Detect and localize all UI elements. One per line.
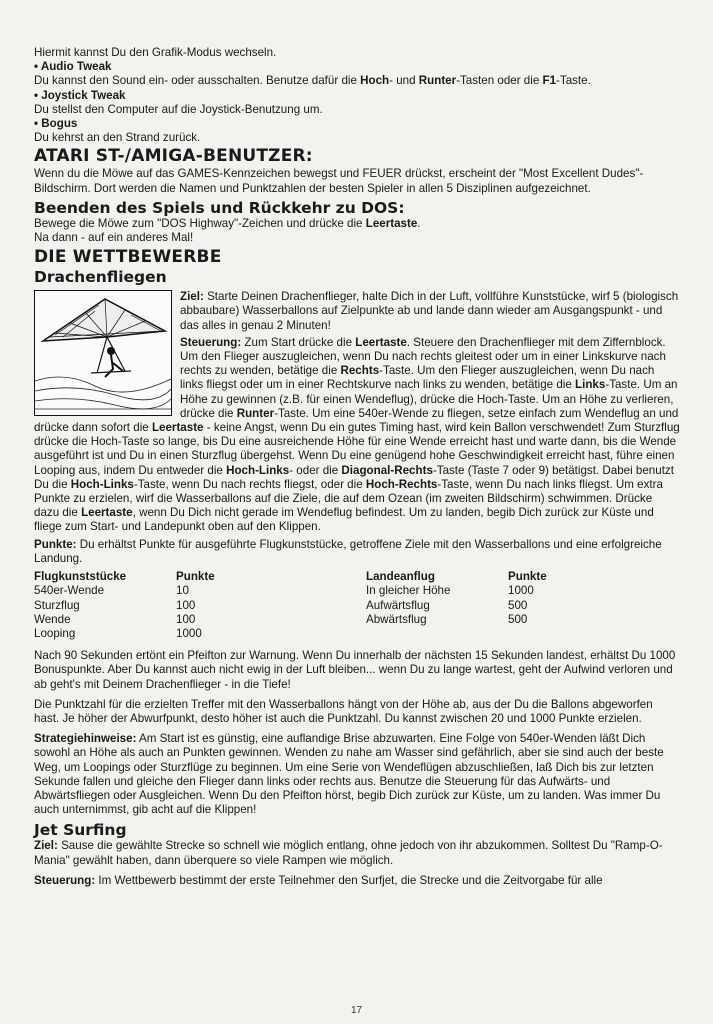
text-span: Im Wettbewerb bestimmt der erste Teilnehmer den Surfjet, die Strecke und die Zeitvorgabe für alle bbox=[95, 873, 603, 887]
atari-heading: ATARI ST-/AMIGA-BENUTZER: bbox=[34, 146, 313, 167]
text-span: Bewege die Möwe zum "DOS Highway"-Zeichen und drücke die bbox=[34, 216, 366, 230]
table2-points bbox=[508, 570, 547, 641]
jet-ziel bbox=[34, 839, 680, 867]
key-rechts: Rechts bbox=[340, 364, 380, 378]
key-leertaste: Leertaste bbox=[365, 216, 418, 230]
key-links: Links bbox=[575, 378, 606, 392]
key-hoch: Hoch bbox=[360, 74, 390, 88]
text-span: Du erhältst Punkte für ausgeführte Flugkunststücke, getroffene Ziele mit den Wasserballons und eine erfolgreiche Landung. bbox=[34, 537, 662, 565]
hang-glider-icon bbox=[35, 291, 171, 415]
text-span: -Taste, wenn Du nach links fliegst. Um extra Punkte zu erzielen, wirf die Wasserballons auf die Ziele, die auf dem Ozean (im zweiten Bildschirm) schwimmen. Drücke dazu die bbox=[34, 477, 663, 520]
text-span: , wenn Du Dich nicht gerade im Wendeflug befindest. Um zu landen, begib Dich zurück zur Küste und fliege zum Start- und Landepunkt oben auf den Klippen. bbox=[34, 506, 654, 534]
label-ziel: Ziel: bbox=[180, 290, 204, 304]
text-span: -Tasten oder die bbox=[456, 74, 543, 88]
text-span: - oder die bbox=[289, 463, 342, 477]
jet-steuerung bbox=[34, 874, 680, 888]
warning-paragraph: Nach 90 Sekunden ertönt ein Pfeifton zur Warnung. Wenn Du innerhalb der nächsten 15 Sekunden landest, erhältst Du 1000 Bonuspunkte. Aber Du kannst auch nicht ewig in der Luft bleiben... wenn Du zu lange wartest, geht der Aufwind verloren und ab geht's mit Deinem Drachenflieger - in die Tiefe! bbox=[34, 649, 676, 691]
table-cell: 1000 bbox=[508, 584, 534, 598]
score-paragraph: Die Punktzahl für die erzielten Treffer mit den Wasserballons hängt von der Höhe ab, aus der Du die Ballons abgeworfen hast. Je höher der Abwurfpunkt, desto höher ist auch die Punktzahl. Du kannst zwischen 20 und 1000 Punkte erzielen. bbox=[34, 697, 653, 725]
table2-header-name: Landeanflug bbox=[366, 570, 435, 584]
document-body bbox=[34, 46, 680, 888]
table-cell: Sturzflug bbox=[34, 598, 80, 612]
table-cell: 1000 bbox=[176, 626, 202, 640]
table-cell: 100 bbox=[176, 612, 196, 626]
text-span: -Taste (Taste 7 oder 9) betätigst. Dabei benutzt Du die bbox=[34, 463, 674, 491]
table-cell: 500 bbox=[508, 612, 528, 626]
key-f1: F1 bbox=[542, 74, 557, 88]
drachenfliegen-heading: Drachenfliegen bbox=[34, 268, 167, 287]
table-cell: 10 bbox=[176, 584, 189, 598]
label-steuerung: Steuerung: bbox=[180, 335, 242, 349]
table-cell: 540er-Wende bbox=[34, 584, 105, 598]
joystick-tweak-text: Du stellst den Computer auf die Joystick-Benutzung um. bbox=[34, 102, 323, 116]
key-leertaste: Leertaste bbox=[355, 335, 407, 349]
table1-points bbox=[176, 570, 366, 641]
intro-line: Hiermit kannst Du den Grafik-Modus wechseln. bbox=[34, 46, 277, 59]
hang-glider-illustration bbox=[34, 290, 172, 416]
key-leertaste: Leertaste bbox=[81, 506, 133, 520]
text-span: -Taste. Um eine 540er-Wende zu fliegen, setze einfach zum Wendeflug an und drücke dann sofort die bbox=[34, 406, 679, 435]
text-span: Zum Start drücke die bbox=[241, 335, 356, 349]
text-span: Du kannst den Sound ein- oder ausschalten. Benutze dafür die bbox=[34, 74, 361, 88]
table1-header-name: Flugkunststücke bbox=[34, 570, 127, 584]
page-number: 17 bbox=[350, 1005, 363, 1016]
table-cell: 100 bbox=[176, 598, 196, 612]
key-runter: Runter bbox=[418, 74, 457, 88]
text-span: . bbox=[417, 216, 421, 230]
text-span: -Taste. Um an Höhe zu gewinnen (z.B. für einen Wendeflug), drücke die Hoch-Taste. Um an Höhe zu verlieren, drücke die bbox=[180, 378, 678, 420]
jet-surfing-heading: Jet Surfing bbox=[34, 821, 127, 840]
table-cell: Looping bbox=[34, 626, 76, 640]
table-cell: 500 bbox=[508, 598, 528, 612]
text-span: - und bbox=[389, 74, 419, 88]
text-span: -Taste. bbox=[556, 74, 591, 88]
drachen-punkte bbox=[34, 538, 680, 566]
audio-tweak-title: • Audio Tweak bbox=[34, 60, 112, 74]
text-span: -Taste, wenn Du nach rechts fliegst, oder die bbox=[133, 477, 366, 491]
atari-text: Wenn du die Möwe auf das GAMES-Kennzeichen bewegst und FEUER drückst, erscheint der "Most Excellent Dudes"-Bildschirm. Dort werden die Namen und Punktzahlen der besten Spieler in allen 5 Disziplinen aufgezeichnet. bbox=[34, 167, 644, 195]
label-ziel: Ziel: bbox=[34, 839, 58, 853]
key-hoch-rechts: Hoch-Rechts bbox=[365, 477, 438, 491]
beenden-farewell: Na dann - auf ein anderes Mal! bbox=[34, 231, 194, 245]
key-diagonal-rechts: Diagonal-Rechts bbox=[341, 463, 433, 477]
key-hoch-links: Hoch-Links bbox=[70, 477, 134, 491]
beenden-text bbox=[34, 217, 680, 231]
table2-names bbox=[366, 570, 508, 641]
table1-names bbox=[34, 570, 176, 641]
points-tables bbox=[34, 570, 680, 641]
text-span: Starte Deinen Drachenflieger, halte Dich in der Luft, vollführe Kunststücke, wirf 5 (biologisch abbaubare) Wasserballons auf Zielpunkte ab und lande dann wieder am Ausgangspunkt - und das alles in genau 2 Minuten! bbox=[180, 290, 679, 332]
key-runter: Runter bbox=[236, 406, 275, 420]
key-hoch-links: Hoch-Links bbox=[226, 463, 290, 477]
text-span: - keine Angst, wenn Du ein gutes Timing hast, wird kein Ballon verschwendet! Zum Sturzflug drücke die Hoch-Taste so lange, bis Du eine ausreichende Höhe für eine Wende erreicht hast und warte dann, bis die Wende ausgeführt ist und Du in einen Sturzflug übergehst. Wenn Du eine genügend hohe Geschwindigkeit erreicht hast, führe einen Looping aus, indem Du entweder die bbox=[34, 421, 680, 477]
label-strategiehinweise: Strategiehinweise: bbox=[34, 732, 137, 746]
label-steuerung: Steuerung: bbox=[34, 873, 96, 887]
text-span: Am Start ist es günstig, eine auflandige Brise abzuwarten. Eine Folge von 540er-Wenden läßt Dich sowohl an Höhe als auch an Punkten gewinnen. Wenden zu nahe am Wasser sind gefährlich, aber sie sind auch der beste Weg, um Loopings oder Sturzflüge zu beginnen. Um eine Serie von Wendeflügen abzuschließen, laß Dich bis zur letzten Sekunde fallen und gleiche den Flieger dann links oder rechts aus. Benutze die Steuerung für das Aufwärts- und Abwärtsfliegen oder Ausgleichen. Wenn Du den Pfeifton hörst, begib Dich zurück zur Küste, um zu landen. Was immer Du auch unternimmst, gib acht auf die Klippen! bbox=[34, 732, 664, 817]
table-cell: Wende bbox=[34, 612, 71, 626]
label-punkte: Punkte: bbox=[34, 537, 77, 551]
table1-header-points: Punkte bbox=[176, 570, 215, 584]
table2-header-points: Punkte bbox=[508, 570, 547, 584]
beenden-heading: Beenden des Spiels und Rückkehr zu DOS: bbox=[34, 198, 405, 217]
key-leertaste: Leertaste bbox=[151, 421, 204, 435]
joystick-tweak-title: • Joystick Tweak bbox=[34, 88, 126, 102]
text-span: Sause die gewählte Strecke so schnell wie möglich entlang, ohne jedoch von ihr abzukommen. Solltest Du "Ramp-O-Mania" gewählt haben, dann überquere so viele Rampen wie möglich. bbox=[34, 839, 663, 867]
strategy-paragraph bbox=[34, 732, 680, 817]
text-span: -Taste. Um den Flieger auszugleichen, wenn Du nach links fliegst oder um in einer Rechtskurve nach links zu wenden, betätige die bbox=[180, 364, 655, 392]
wettbewerbe-heading: DIE WETTBEWERBE bbox=[34, 247, 222, 268]
bogus-text: Du kehrst an den Strand zurück. bbox=[34, 131, 201, 145]
table-cell: Abwärtsflug bbox=[366, 612, 427, 626]
audio-tweak-text bbox=[34, 74, 680, 88]
text-span: . Steuere den Drachenflieger mit dem Ziffernblock. Um den Flieger auszugleichen, wenn Du nach rechts gleitest oder um in einer Linkskurve nach rechts zu wenden, betätige die bbox=[180, 335, 666, 378]
table-cell: In gleicher Höhe bbox=[366, 584, 451, 598]
table-cell: Aufwärtsflug bbox=[366, 598, 430, 612]
bogus-title: • Bogus bbox=[34, 117, 78, 131]
